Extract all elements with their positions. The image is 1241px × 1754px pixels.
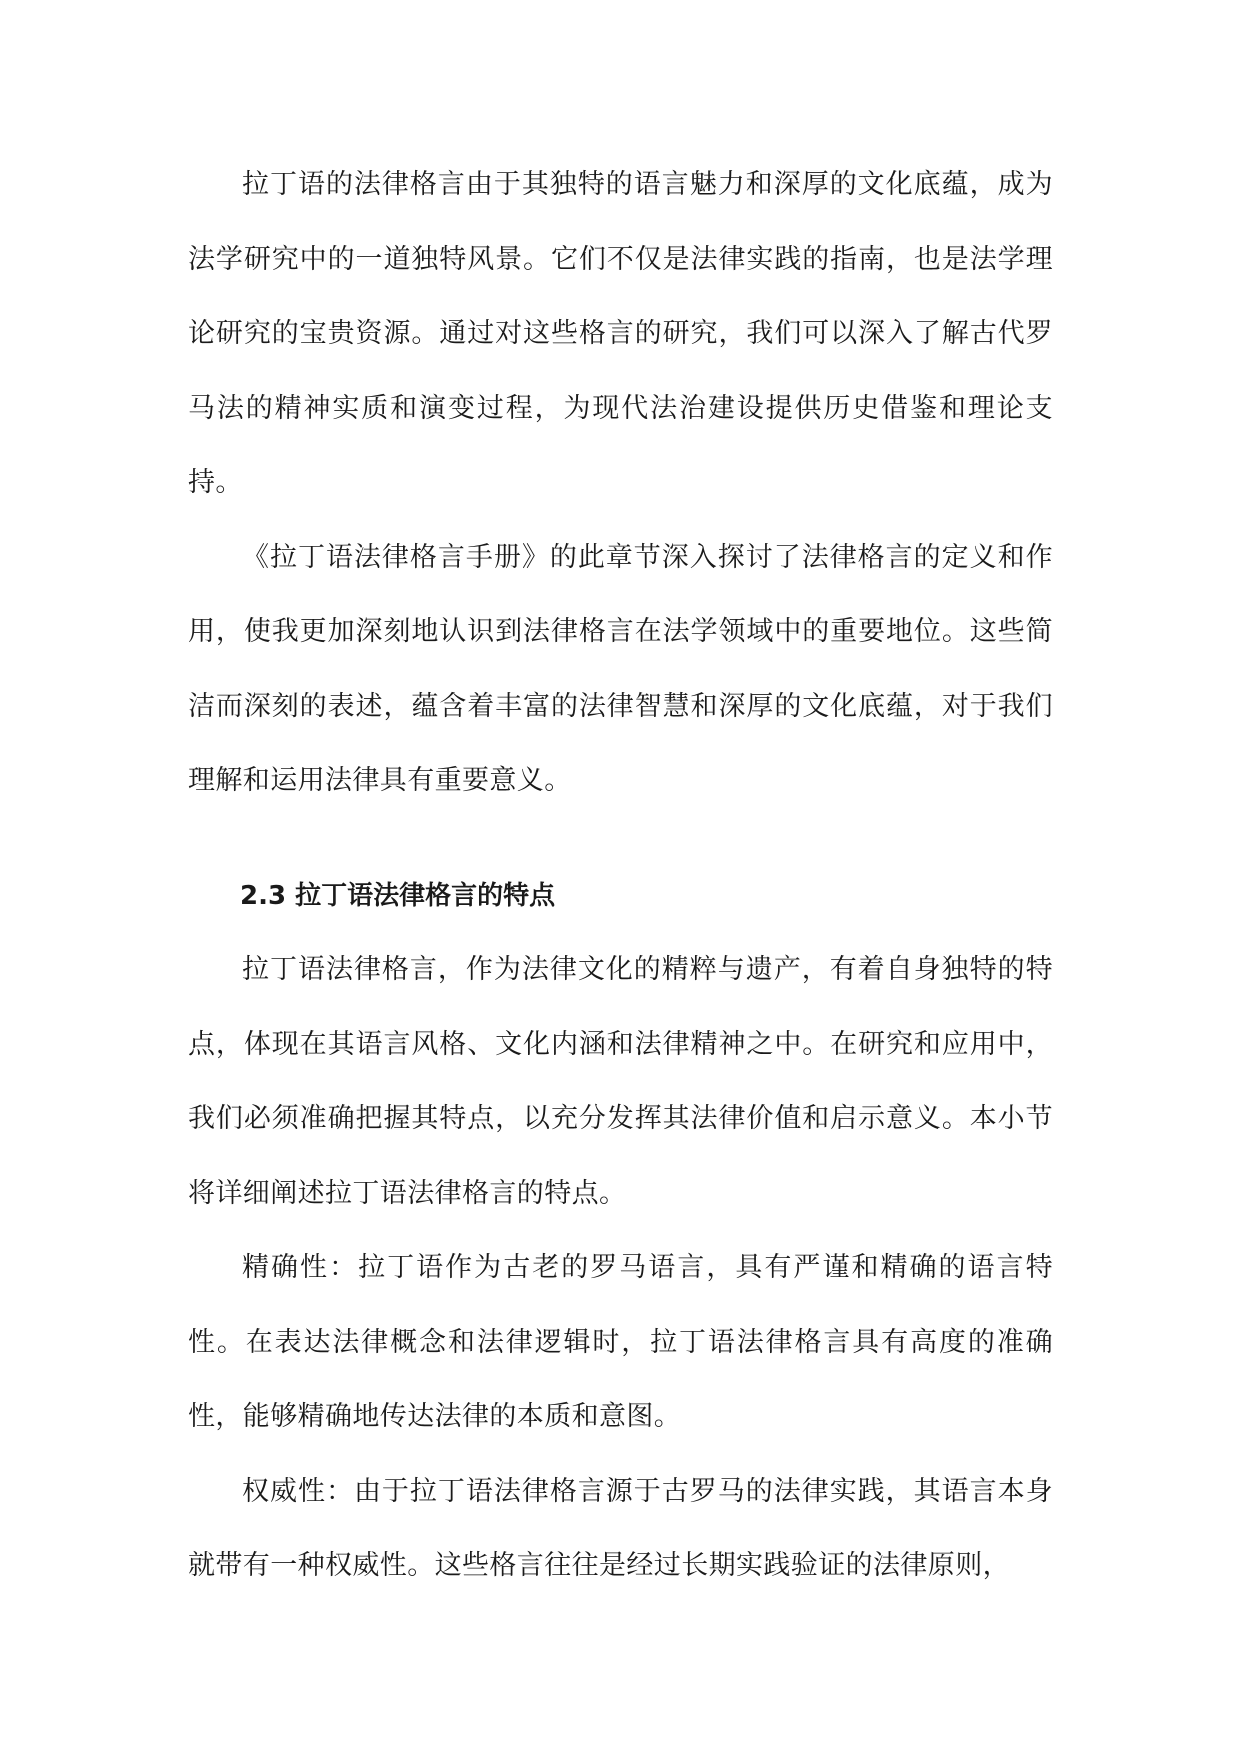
section-heading: 2.3 拉丁语法律格言的特点 <box>240 880 556 911</box>
paragraph: 权威性：由于拉丁语法律格言源于古罗马的法律实践，其语言本身就带有一种权威性。这些格言往往是经过长期实践验证的法律原则， <box>188 1475 1053 1581</box>
paragraph: 《拉丁语法律格言手册》的此章节深入探讨了法律格言的定义和作用，使我更加深刻地认识到法律格言在法学领域中的重要地位。这些简洁而深刻的表述，蕴含着丰富的法律智慧和深厚的文化底蕴，对于我们理解和运用法律具有重要意义。 <box>188 541 1053 796</box>
document-body <box>188 148 1053 1604</box>
paragraph: 拉丁语的法律格言由于其独特的语言魅力和深厚的文化底蕴，成为法学研究中的一道独特风景。它们不仅是法律实践的指南，也是法学理论研究的宝贵资源。通过对这些格言的研究，我们可以深入了解古代罗马法的精神实质和演变过程，为现代法治建设提供历史借鉴和理论支持。 <box>188 169 1053 498</box>
paragraph: 精确性：拉丁语作为古老的罗马语言，具有严谨和精确的语言特性。在表达法律概念和法律逻辑时，拉丁语法律格言具有高度的准确性，能够精确地传达法律的本质和意图。 <box>188 1252 1053 1432</box>
paragraph: 拉丁语法律格言，作为法律文化的精粹与遗产，有着自身独特的特点，体现在其语言风格、文化内涵和法律精神之中。在研究和应用中，我们必须准确把握其特点，以充分发挥其法律价值和启示意义。本小节将详细阐述拉丁语法律格言的特点。 <box>188 954 1053 1209</box>
